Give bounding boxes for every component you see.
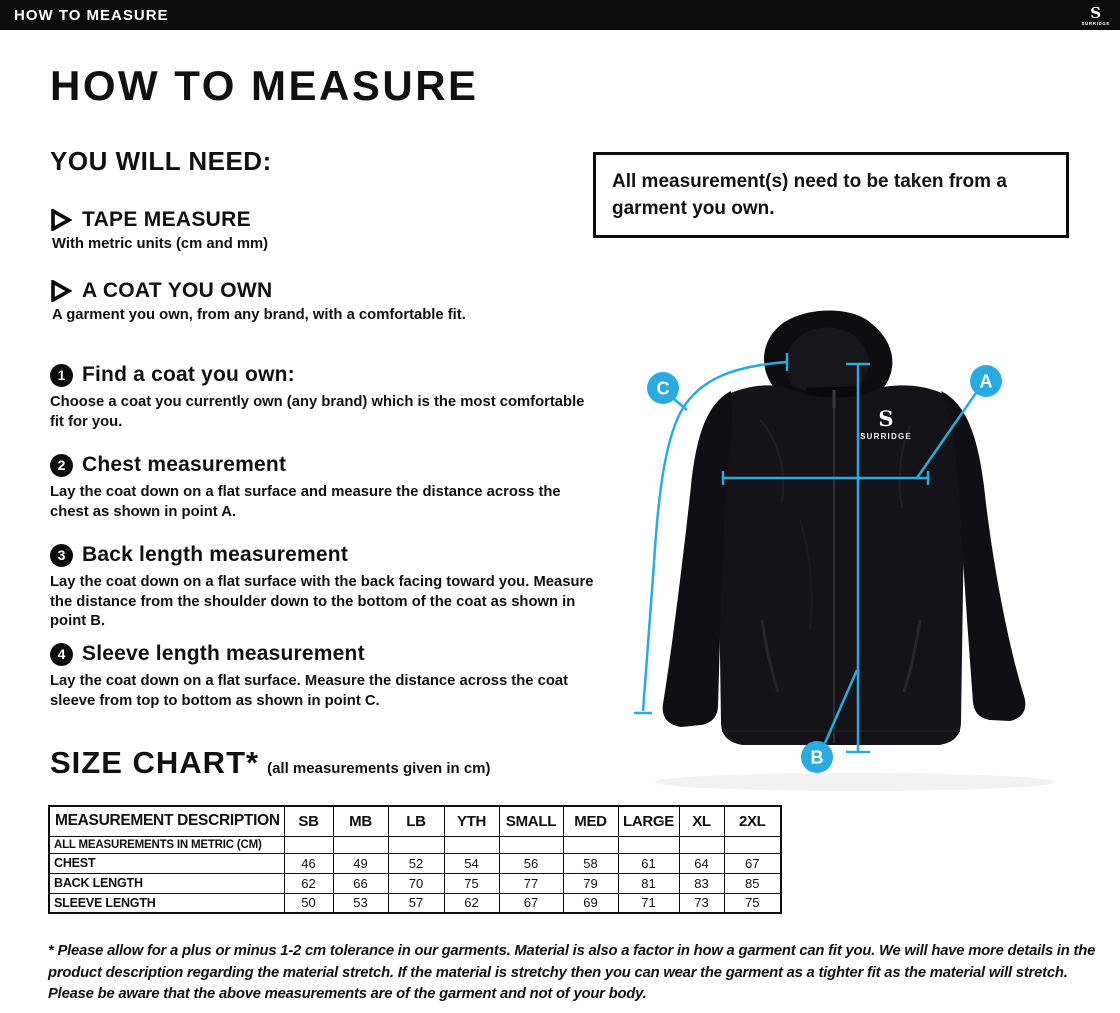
table-row-chest bbox=[49, 853, 781, 873]
cell: 71 bbox=[618, 893, 679, 913]
step-description: Lay the coat down on a flat surface with the back facing toward you. Measure the distance from the shoulder down to the bottom of the coat as shown in point B. bbox=[50, 574, 594, 629]
cell: 85 bbox=[724, 873, 781, 893]
table-header-row bbox=[49, 806, 781, 836]
step-title: Chest measurement bbox=[82, 453, 287, 476]
column-header: XL bbox=[679, 806, 724, 836]
step-description: Lay the coat down on a flat surface. Measure the distance across the coat sleeve from top to bottom as shown in point C. bbox=[50, 673, 569, 709]
cell: 46 bbox=[284, 853, 333, 873]
column-header: YTH bbox=[444, 806, 499, 836]
svg-text:SURRIDGE: SURRIDGE bbox=[860, 432, 912, 441]
page-title: HOW TO MEASURE bbox=[50, 62, 479, 109]
cell: 75 bbox=[724, 893, 781, 913]
cell: 73 bbox=[679, 893, 724, 913]
table-metric-row bbox=[49, 836, 781, 853]
size-chart-heading bbox=[50, 745, 491, 781]
surridge-logo-text: SURRIDGE bbox=[1081, 20, 1110, 26]
svg-text:S: S bbox=[878, 406, 894, 431]
column-header: MED bbox=[563, 806, 618, 836]
step-description: Choose a coat you currently own (any brand) which is the most comfortable fit for you. bbox=[50, 394, 585, 430]
cell: 56 bbox=[499, 853, 563, 873]
need-item-title: A COAT YOU OWN bbox=[82, 279, 273, 302]
row-label: BACK LENGTH bbox=[49, 873, 284, 893]
cell: 77 bbox=[499, 873, 563, 893]
step-4 bbox=[50, 642, 598, 711]
cell: 67 bbox=[724, 853, 781, 873]
cell: 62 bbox=[444, 893, 499, 913]
surridge-logo-icon bbox=[1081, 3, 1110, 27]
top-bar-title: HOW TO MEASURE bbox=[14, 6, 169, 24]
cell: 70 bbox=[388, 873, 444, 893]
cell: 81 bbox=[618, 873, 679, 893]
you-will-need-heading: YOU WILL NEED: bbox=[50, 146, 272, 176]
need-item-desc: With metric units (cm and mm) bbox=[52, 236, 269, 252]
cell: 49 bbox=[333, 853, 388, 873]
table-row-sleeve-length bbox=[49, 893, 781, 913]
label-b: B bbox=[810, 747, 824, 768]
need-item-coat bbox=[50, 279, 466, 323]
cell: 75 bbox=[444, 873, 499, 893]
step-title: Find a coat you own: bbox=[82, 363, 295, 386]
cell: 57 bbox=[388, 893, 444, 913]
need-item-desc: A garment you own, from any brand, with a comfortable fit. bbox=[52, 307, 466, 323]
column-header: LARGE bbox=[618, 806, 679, 836]
triangle-bullet-icon bbox=[50, 209, 72, 231]
cell: 69 bbox=[563, 893, 618, 913]
column-header: SB bbox=[284, 806, 333, 836]
step-title: Sleeve length measurement bbox=[82, 642, 365, 665]
step-1 bbox=[50, 363, 598, 432]
column-header: MB bbox=[333, 806, 388, 836]
step-number-badge: 4 bbox=[50, 643, 73, 666]
need-item-title: TAPE MEASURE bbox=[82, 208, 251, 231]
size-chart-subtitle: (all measurements given in cm) bbox=[267, 760, 491, 777]
cell: 67 bbox=[499, 893, 563, 913]
cell: 54 bbox=[444, 853, 499, 873]
step-2 bbox=[50, 453, 598, 522]
cell: 64 bbox=[679, 853, 724, 873]
label-c: C bbox=[656, 378, 670, 399]
step-title: Back length measurement bbox=[82, 543, 349, 566]
cell: 61 bbox=[618, 853, 679, 873]
cell: 83 bbox=[679, 873, 724, 893]
jacket-shadow bbox=[655, 773, 1055, 791]
step-number-badge: 3 bbox=[50, 544, 73, 567]
cell: 58 bbox=[563, 853, 618, 873]
column-header: SMALL bbox=[499, 806, 563, 836]
cell: 79 bbox=[563, 873, 618, 893]
jacket-measurement-diagram bbox=[610, 290, 1110, 800]
top-bar bbox=[0, 0, 1120, 30]
table-row-back-length bbox=[49, 873, 781, 893]
cell: 66 bbox=[333, 873, 388, 893]
step-number-badge: 1 bbox=[50, 364, 73, 387]
row-label: CHEST bbox=[49, 853, 284, 873]
metric-note: ALL MEASUREMENTS IN METRIC (CM) bbox=[49, 836, 284, 853]
cell: 52 bbox=[388, 853, 444, 873]
surridge-logo-mark: S bbox=[1090, 3, 1102, 22]
size-chart-title: SIZE CHART* bbox=[50, 745, 260, 780]
cell: 50 bbox=[284, 893, 333, 913]
size-chart-table bbox=[48, 805, 782, 914]
step-number-badge: 2 bbox=[50, 454, 73, 477]
row-label: SLEEVE LENGTH bbox=[49, 893, 284, 913]
label-a: A bbox=[979, 371, 993, 392]
triangle-bullet-icon bbox=[50, 280, 72, 302]
cell: 53 bbox=[333, 893, 388, 913]
column-header: MEASUREMENT DESCRIPTION bbox=[49, 806, 284, 836]
callout-box: All measurement(s) need to be taken from a garment you own. bbox=[593, 152, 1069, 238]
step-description: Lay the coat down on a flat surface and measure the distance across the chest as shown in point A. bbox=[50, 484, 561, 520]
column-header: LB bbox=[388, 806, 444, 836]
cell: 62 bbox=[284, 873, 333, 893]
need-item-tape-measure bbox=[50, 208, 268, 252]
step-3 bbox=[50, 543, 598, 632]
column-header: 2XL bbox=[724, 806, 781, 836]
tolerance-footnote: * Please allow for a plus or minus 1-2 cm tolerance in our garments. Material is also a factor in how a garment can fit you. We will have more details in the product description regarding the material stretch. If the material is stretchy then you can wear the garment as a tighter fit as the material will stretch. Please be aware that the above measurements are of the garment and not of your body. bbox=[48, 943, 1096, 1002]
